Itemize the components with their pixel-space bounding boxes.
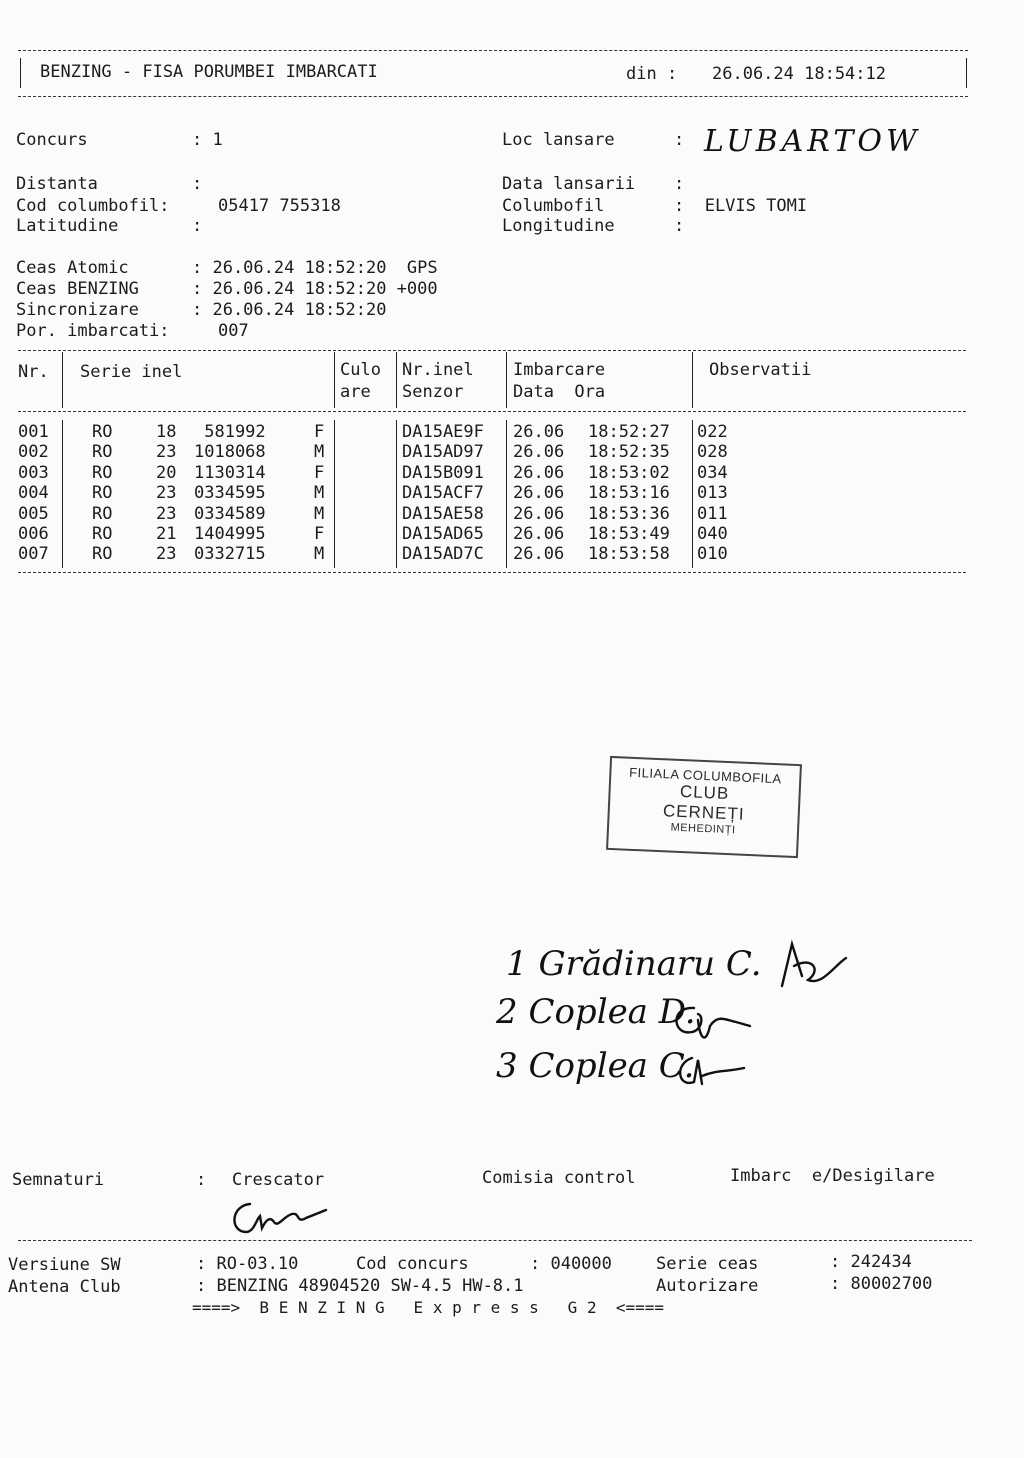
cell-data: 26.06	[513, 483, 565, 504]
semnaturi-colon: :	[196, 1170, 207, 1190]
table-body-col-sep-2	[334, 420, 335, 568]
cell-nr: 003	[18, 462, 49, 483]
cell-senzor: DA15AD7C	[402, 544, 484, 565]
columbofil-value: : ELVIS TOMI	[674, 196, 808, 216]
cell-data: 26.06	[513, 524, 565, 544]
signer-2-signature	[666, 996, 756, 1046]
sincronizare-label: Sincronizare	[16, 300, 139, 320]
ceas-benzing-value: : 26.06.24 18:52:20 +000	[192, 279, 438, 299]
stamp-line-3: CERNEȚI	[662, 801, 745, 824]
signer-1: 1 Grădinaru C.	[506, 944, 762, 984]
cell-nr: 004	[18, 483, 49, 504]
page-title: BENZING - FISA PORUMBEI IMBARCATI	[40, 62, 378, 82]
table-body-col-sep-4	[506, 420, 507, 568]
table-body-col-sep-1	[62, 420, 63, 568]
header-top-rule	[18, 50, 968, 51]
distanta-value: :	[192, 174, 203, 194]
cell-sex: M	[314, 503, 325, 524]
cell-tara: RO	[92, 544, 113, 565]
col-header-imbarcare-1: Imbarcare	[513, 360, 606, 380]
header-right-border	[966, 58, 967, 88]
semnaturi-label: Semnaturi	[12, 1170, 105, 1190]
cell-ora: 18:53:02	[588, 462, 670, 483]
cell-senzor: DA15AD97	[402, 442, 484, 463]
versiune-sw-label: Versiune SW	[8, 1255, 121, 1275]
cod-concurs-label: Cod concurs	[356, 1254, 469, 1274]
cell-obs: 040	[697, 524, 728, 544]
table-col-sep-4	[506, 352, 507, 408]
signer-3: 3 Coplea C.	[496, 1046, 695, 1086]
table-header-rule	[18, 411, 966, 412]
cell-tara: RO	[92, 462, 113, 483]
cod-columbofil-value: 05417 755318	[218, 196, 341, 216]
cell-an: 23	[156, 503, 177, 524]
cell-inel: 581992	[194, 422, 266, 442]
cell-obs: 011	[697, 503, 728, 524]
cell-an: 20	[156, 462, 177, 483]
loc-lansare-label: Loc lansare	[502, 130, 615, 150]
longitudine-value: :	[674, 216, 685, 236]
cell-tara: RO	[92, 503, 113, 524]
cell-senzor: DA15B091	[402, 462, 484, 483]
latitudine-value: :	[192, 216, 203, 236]
col-header-culoare-2: are	[340, 382, 371, 402]
cod-concurs-value: : 040000	[530, 1254, 612, 1274]
ceas-benzing-label: Ceas BENZING	[16, 279, 139, 299]
longitudine-label: Longitudine	[502, 216, 615, 236]
stamp-line-4: MEHEDINȚI	[670, 821, 736, 837]
cell-tara: RO	[92, 442, 113, 463]
cell-senzor: DA15AE58	[402, 503, 484, 524]
cell-data: 26.06	[513, 544, 565, 565]
imbarcare-desigilare-label: Imbarc e/Desigilare	[730, 1166, 935, 1186]
cell-ora: 18:52:27	[588, 422, 670, 442]
ceas-atomic-label: Ceas Atomic	[16, 258, 129, 278]
cell-obs: 010	[697, 544, 728, 565]
crescator-signature	[226, 1198, 336, 1238]
cell-obs: 034	[697, 462, 728, 483]
table-top-rule	[18, 350, 966, 351]
footer-top-rule	[18, 1240, 972, 1241]
table-body-col-sep-5	[692, 420, 693, 568]
cell-nr: 006	[18, 524, 49, 544]
cell-ora: 18:53:58	[588, 544, 670, 565]
cell-sex: M	[314, 544, 325, 565]
table-col-sep-2	[334, 352, 335, 408]
header-date-label: din :	[626, 64, 678, 84]
cell-ora: 18:53:16	[588, 483, 670, 504]
cell-tara: RO	[92, 422, 113, 442]
cell-inel: 0334595	[194, 483, 266, 504]
loc-lansare-colon: :	[674, 130, 685, 150]
cell-sex: F	[314, 422, 325, 442]
cell-an: 18	[156, 422, 177, 442]
columbofil-label: Columbofil	[502, 196, 605, 216]
col-header-imbarcare-2: Data Ora	[513, 382, 606, 402]
cell-senzor: DA15AD65	[402, 524, 484, 544]
comisia-control-label: Comisia control	[482, 1168, 636, 1188]
cell-inel: 0332715	[194, 544, 266, 565]
cell-nr: 005	[18, 503, 49, 524]
col-header-serie: Serie inel	[80, 362, 183, 382]
latitudine-label: Latitudine	[16, 216, 119, 236]
cell-ora: 18:53:36	[588, 503, 670, 524]
cell-obs: 028	[697, 442, 728, 463]
cell-nr: 002	[18, 442, 49, 463]
data-lansarii-label: Data lansarii	[502, 174, 636, 194]
cell-sex: F	[314, 524, 325, 544]
club-stamp	[606, 756, 802, 858]
cell-data: 26.06	[513, 422, 565, 442]
cell-ora: 18:53:49	[588, 524, 670, 544]
cell-senzor: DA15AE9F	[402, 422, 484, 442]
cell-sex: M	[314, 483, 325, 504]
header-date-value: 26.06.24 18:54:12	[712, 64, 886, 84]
stamp-line-2: CLUB	[679, 781, 730, 804]
header-bottom-rule	[18, 96, 968, 97]
table-bottom-rule	[18, 572, 966, 573]
table-col-sep-5	[692, 352, 693, 408]
antena-club-label: Antena Club	[8, 1277, 121, 1297]
cell-nr: 001	[18, 422, 49, 442]
cell-ora: 18:52:35	[588, 442, 670, 463]
serie-ceas-value: : 242434	[830, 1252, 912, 1272]
signer-2: 2 Coplea D.	[496, 992, 696, 1032]
data-lansarii-value: :	[674, 174, 685, 194]
cell-inel: 1130314	[194, 462, 266, 483]
signer-1-signature	[772, 936, 852, 996]
col-header-observatii: Observatii	[709, 360, 812, 380]
antena-club-value: : BENZING 48904520 SW-4.5 HW-8.1	[196, 1276, 524, 1296]
crescator-label: Crescator	[232, 1170, 325, 1190]
cell-obs: 022	[697, 422, 728, 442]
cell-an: 23	[156, 544, 177, 565]
cell-an: 23	[156, 442, 177, 463]
ceas-atomic-value: : 26.06.24 18:52:20 GPS	[192, 258, 438, 278]
benzing-banner: ====> B E N Z I N G E x p r e s s G 2 <====	[192, 1298, 665, 1317]
cell-data: 26.06	[513, 442, 565, 463]
distanta-label: Distanta	[16, 174, 98, 194]
concurs-value: : 1	[192, 130, 223, 150]
porumbei-imbarcati-value: 007	[218, 321, 249, 341]
sincronizare-value: : 26.06.24 18:52:20	[192, 300, 387, 320]
cell-senzor: DA15ACF7	[402, 483, 484, 504]
cod-columbofil-label: Cod columbofil:	[16, 196, 170, 216]
loc-lansare-handwritten: LUBARTOW	[704, 124, 921, 159]
serie-ceas-label: Serie ceas	[656, 1254, 759, 1274]
porumbei-imbarcati-label: Por. imbarcati:	[16, 321, 170, 341]
autorizare-value: : 80002700	[830, 1274, 933, 1294]
table-col-sep-1	[62, 352, 63, 408]
cell-inel: 0334589	[194, 503, 266, 524]
signer-3-signature	[668, 1048, 758, 1098]
cell-nr: 007	[18, 544, 49, 565]
col-header-culoare-1: Culo	[340, 360, 381, 380]
cell-tara: RO	[92, 524, 113, 544]
cell-sex: F	[314, 462, 325, 483]
cell-data: 26.06	[513, 462, 565, 483]
cell-data: 26.06	[513, 503, 565, 524]
col-header-inel-2: Senzor	[402, 382, 464, 402]
cell-tara: RO	[92, 483, 113, 504]
table-body-col-sep-3	[396, 420, 397, 568]
autorizare-label: Autorizare	[656, 1276, 759, 1296]
versiune-sw-value: : RO-03.10	[196, 1254, 299, 1274]
cell-obs: 013	[697, 483, 728, 504]
cell-inel: 1018068	[194, 442, 266, 463]
cell-sex: M	[314, 442, 325, 463]
concurs-label: Concurs	[16, 130, 88, 150]
col-header-inel-1: Nr.inel	[402, 360, 474, 380]
cell-an: 23	[156, 483, 177, 504]
col-header-nr: Nr.	[18, 362, 49, 382]
stamp-line-1: FILIALA COLUMBOFILA	[628, 764, 782, 787]
header-left-border	[20, 58, 21, 88]
table-col-sep-3	[396, 352, 397, 408]
cell-inel: 1404995	[194, 524, 266, 544]
cell-an: 21	[156, 524, 177, 544]
